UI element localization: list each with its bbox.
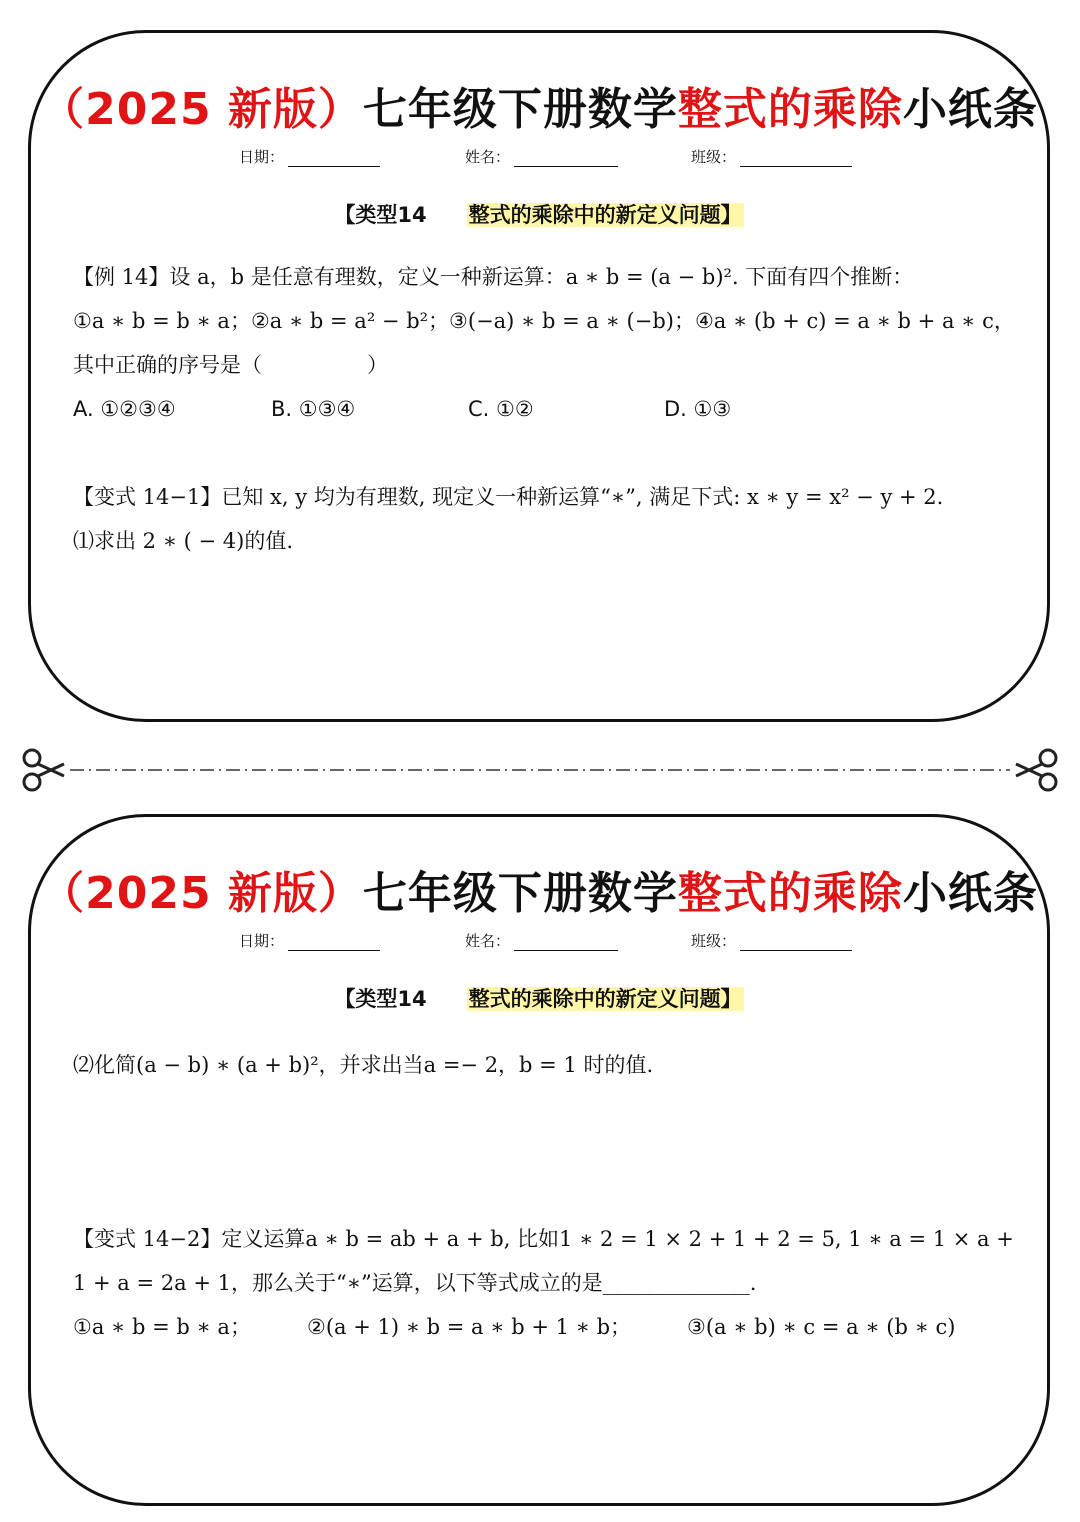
equation-options	[73, 1305, 1017, 1349]
type-heading: 【类型14 整式的乘除中的新定义问题】	[334, 987, 742, 1011]
example-question	[73, 255, 1017, 431]
equation-option-1[interactable]: ①a ∗ b = b ∗ a；	[73, 1315, 251, 1339]
equation-option-3[interactable]: ③(a ∗ b) ∗ c = a ∗ (b ∗ c)	[687, 1315, 956, 1339]
cut-line	[0, 740, 1080, 800]
variant-question	[73, 1217, 1017, 1349]
page-title: （2025 新版）七年级下册数学整式的乘除小纸条	[40, 868, 1038, 919]
variant-line: ⑴求出 2 ∗ ( − 4)的值.	[73, 529, 294, 553]
worksheet-card-bottom	[28, 814, 1050, 1506]
scissors-icon	[24, 750, 64, 790]
name-field[interactable]: 姓名：	[465, 930, 618, 951]
class-field[interactable]: 班级：	[691, 146, 852, 167]
option-a[interactable]: A. ①②③④	[73, 397, 176, 421]
variant-line: 【变式 14−1】已知 x, y 均为有理数, 现定义一种新运算“∗”, 满足下式: x ∗ y = x² − y + 2.	[73, 485, 944, 509]
option-c[interactable]: C. ①②	[468, 397, 534, 421]
variant-line: 【变式 14−2】定义运算a ∗ b = ab + a + b, 比如1 ∗ 2 = 1 × 2 + 1 + 2 = 5, 1 ∗ a = 1 × a +	[73, 1227, 1014, 1251]
type-heading: 【类型14 整式的乘除中的新定义问题】	[334, 203, 742, 227]
variant-question	[73, 475, 1017, 563]
class-field[interactable]: 班级：	[691, 930, 852, 951]
worksheet-card-top	[28, 30, 1050, 722]
example-line: ①a ∗ b = b ∗ a；②a ∗ b = a² − b²；③(−a) ∗ b = a ∗ (−b)；④a ∗ (b + c) = a ∗ b + a ∗ c，	[73, 309, 1015, 333]
answer-options	[73, 387, 1017, 431]
date-field[interactable]: 日期：	[239, 930, 380, 951]
equation-option-2[interactable]: ②(a + 1) ∗ b = a ∗ b + 1 ∗ b；	[307, 1315, 632, 1339]
example-line: 其中正确的序号是（ ）	[73, 353, 388, 377]
option-d[interactable]: D. ①③	[664, 397, 732, 421]
example-line: 【例 14】设 a，b 是任意有理数，定义一种新运算：a ∗ b = (a − b)². 下面有四个推断：	[73, 265, 914, 289]
name-field[interactable]: 姓名：	[465, 146, 618, 167]
question-line: ⑵化简(a − b) ∗ (a + b)²，并求出当a =− 2，b = 1 时的值.	[73, 1053, 654, 1077]
question-part-2	[73, 1043, 1017, 1087]
variant-line: 1 + a = 2a + 1，那么关于“∗”运算，以下等式成立的是______________.	[73, 1271, 757, 1295]
option-b[interactable]: B. ①③④	[271, 397, 356, 421]
date-field[interactable]: 日期：	[239, 146, 380, 167]
scissors-icon	[1016, 750, 1056, 790]
page-title: （2025 新版）七年级下册数学整式的乘除小纸条	[40, 84, 1038, 135]
